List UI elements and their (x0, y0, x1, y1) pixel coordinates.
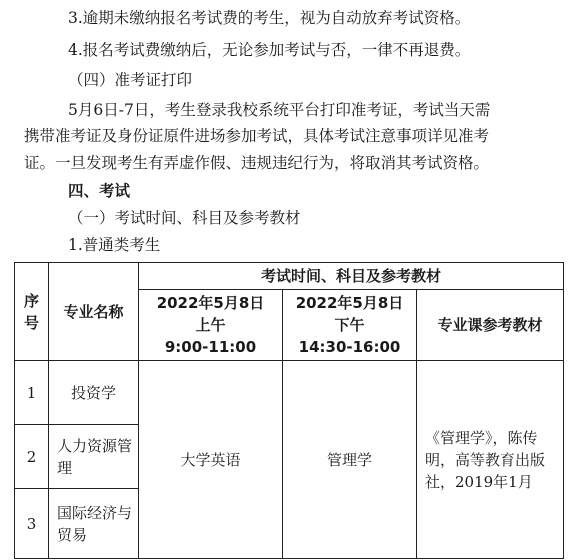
row-seq: 2 (15, 425, 49, 489)
header-seq: 序号 (15, 263, 49, 361)
row-major: 投资学 (49, 361, 139, 425)
header-morning-session (139, 290, 283, 361)
header-afternoon-session (283, 290, 417, 361)
sub-sub-heading-regular: 1.普通类考生 (68, 236, 161, 254)
row-major: 国际经济与贸易 (49, 489, 139, 559)
subject-morning: 大学英语 (139, 361, 283, 559)
header-major: 专业名称 (49, 263, 139, 361)
table-row (15, 361, 564, 425)
header-period-2: 下午 (334, 316, 365, 334)
textbook-reference: 《管理学》，陈传明，高等教育出版社，2019年1月 (417, 361, 564, 559)
sub-heading-exam-time: （一）考试时间、科目及参考教材 (68, 209, 301, 227)
rule-line-3: 3.逾期未缴纳报名考试费的考生，视为自动放弃考试资格。 (68, 9, 471, 27)
paragraph-line-1: 5月6日-7日，考生登录我校系统平台打印准考证，考试当天需 (68, 101, 491, 119)
header-group: 考试时间、科目及参考教材 (139, 263, 564, 290)
header-time-1: 9:00-11:00 (164, 338, 257, 356)
header-textbook: 专业课参考教材 (417, 290, 564, 361)
header-time-2: 14:30-16:00 (298, 338, 401, 356)
subject-afternoon: 管理学 (283, 361, 417, 559)
heading-exam: 四、考试 (68, 182, 131, 200)
row-seq: 1 (15, 361, 49, 425)
exam-schedule-table (14, 262, 564, 559)
row-major: 人力资源管理 (49, 425, 139, 489)
paragraph-line-2: 携带准考证及身份证原件进场参加考试，具体考试注意事项详见准考 (24, 127, 490, 145)
row-seq: 3 (15, 489, 49, 559)
header-period-1: 上午 (195, 316, 226, 334)
section-heading-admission-ticket: （四）准考证打印 (68, 71, 193, 89)
header-date-1: 2022年5月8日 (156, 294, 265, 312)
header-date-2: 2022年5月8日 (295, 294, 404, 312)
rule-line-4: 4.报名考试费缴纳后，无论参加考试与否，一律不再退费。 (68, 41, 471, 59)
paragraph-line-3: 证。一旦发现考生有弄虚作假、违规违纪行为，将取消其考试资格。 (24, 154, 490, 172)
